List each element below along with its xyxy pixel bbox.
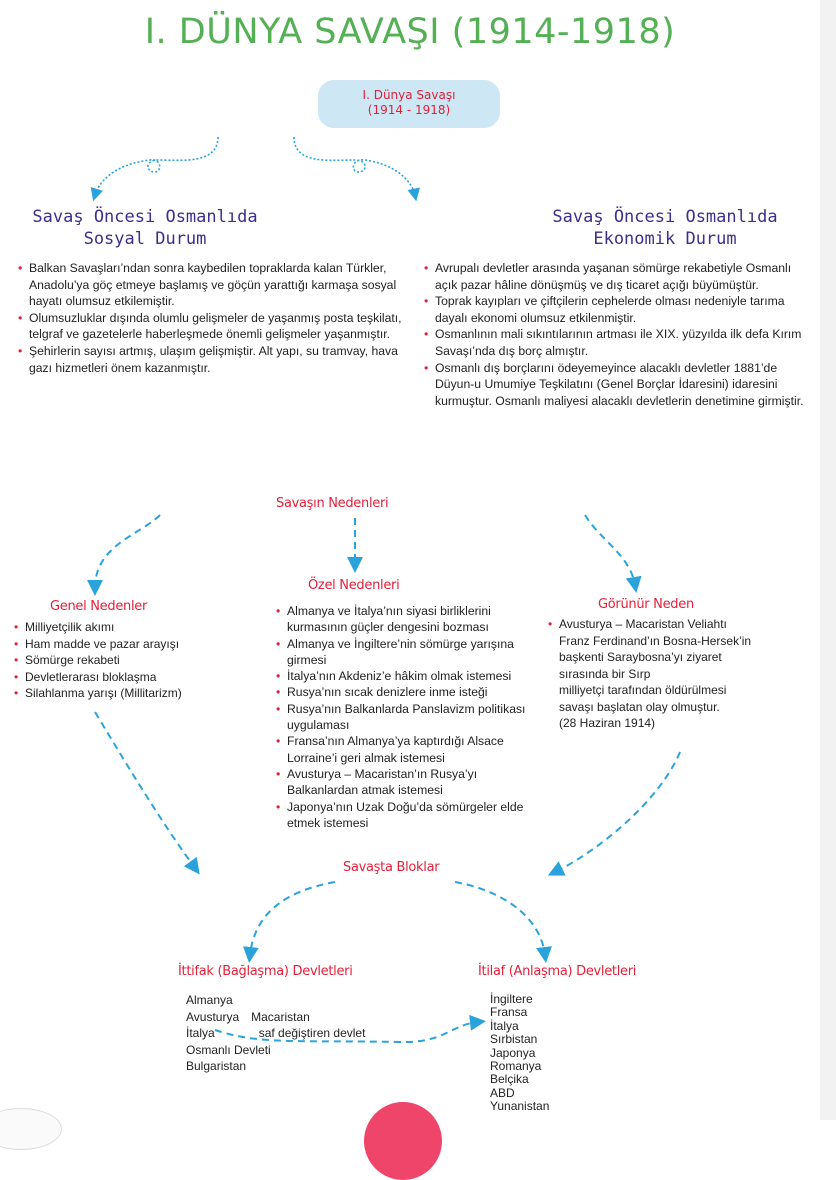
list-item: • Ham madde ve pazar arayışı <box>14 636 182 653</box>
economic-heading-line1: Savaş Öncesi Osmanlıda <box>552 207 778 227</box>
visible-line: milliyetçi tarafından öldürülmesi <box>559 683 727 697</box>
alliance-member: İtalya <box>186 1026 215 1040</box>
alliance-list <box>186 992 365 1075</box>
entente-heading: İtilaf (Anlaşma) Devletleri <box>478 964 637 979</box>
social-heading-line2: Sosyal Durum <box>83 229 207 249</box>
list-item: • Osmanlının mali sıkıntılarının artması ile XIX. yüzyılda ilk defa Kırım Savaşı’nda dış borç almıştır. <box>424 326 816 359</box>
list-item: • Japonya’nın Uzak Doğu’da sömürgeler elde etmek istemesi <box>276 799 538 832</box>
blocs-heading: Savaşta Bloklar <box>343 860 440 875</box>
visible-line: sırasında bir Sırp <box>559 666 651 681</box>
arrow-blocs-to-entente <box>455 882 545 955</box>
general-causes-heading: Genel Nedenler <box>50 599 148 614</box>
list-item: • Toprak kayıpları ve çiftçilerin cephelerde olması nedeniyle tarıma dayalı ekonomi olumsuz etkilenmiştir. <box>424 293 816 326</box>
visible-cause-heading: Görünür Neden <box>598 597 694 612</box>
entente-list <box>490 993 549 1114</box>
alliance-member: Macaristan <box>251 1009 310 1024</box>
list-item: • Avusturya – Macaristan’ın Rusya’yı Balkanlardan atmak istemesi <box>276 766 538 799</box>
visible-line: savaşı başlatan olay olmuştur. <box>559 699 720 714</box>
visible-line: Avusturya – Macaristan Veliahtı <box>559 617 727 631</box>
visible-cause-text <box>548 616 751 732</box>
side-switch-note: saf değiştiren devlet <box>258 1026 366 1040</box>
arrow-to-social <box>95 137 218 195</box>
list-item: • Osmanlı dış borçlarını ödeyemeyince alacaklı devletler 1881’de Düyun-u Umumiye Teşkilatını (Genel Borçlar İdaresini) idaresini kurmuştur. Osmanlı maliyesi alacaklı devletlerin denetimine girmiştir. <box>424 360 816 410</box>
general-causes-list <box>14 619 182 702</box>
center-topic-line2: (1914 - 1918) <box>367 103 451 117</box>
social-heading-line1: Savaş Öncesi Osmanlıda <box>32 207 258 227</box>
list-item: • Avrupalı devletler arasında yaşanan sömürge rekabetiyle Osmanlı açık pazar hâline dönüşmüş ve dış ticaret açığı büyümüştür. <box>424 260 816 293</box>
social-heading <box>0 206 290 250</box>
alliance-heading: İttifak (Bağlaşma) Devletleri <box>178 964 353 979</box>
list-item: • Olumsuzluklar dışında olumlu gelişmeler de yaşanmış posta teşkilatı, telgraf ve gazetelerle haberleşmede önemli gelişmeler yaşanmıştır. <box>18 310 403 343</box>
entente-member: Yunanistan <box>490 1099 550 1114</box>
center-topic-box <box>318 80 500 128</box>
alliance-row <box>186 1009 365 1026</box>
alliance-member: Avusturya <box>186 1009 240 1024</box>
alliance-member: Almanya <box>186 993 233 1007</box>
economic-heading-line2: Ekonomik Durum <box>593 229 737 249</box>
list-item: • Rusya’nın Balkanlarda Panslavizm politikası uygulaması <box>276 701 538 734</box>
economic-list <box>424 260 816 409</box>
list-item: • Şehirlerin sayısı artmış, ulaşım gelişmiştir. Alt yapı, su tramvay, hava gazı hizmetleri önem kazanmıştır. <box>18 343 403 376</box>
arrow-general-to-blocs <box>95 712 195 868</box>
list-item: • Milliyetçilik akımı <box>14 619 182 636</box>
center-topic-line1: I. Dünya Savaşı <box>362 88 456 102</box>
entente-member: Japonya <box>490 1045 536 1060</box>
pink-circle-button[interactable] <box>364 1102 442 1180</box>
list-item: • Balkan Savaşları’ndan sonra kaybedilen topraklarda kalan Türkler, Anadolu’ya göç etmeye başlamış ve göçün yarattığı karmaşa sosyal hayatı olumsuz etkilemiştir. <box>18 260 403 310</box>
alliance-member: Bulgaristan <box>186 1059 247 1073</box>
list-item: • Silahlanma yarışı (Millitarizm) <box>14 685 182 702</box>
alliance-row <box>186 1025 365 1042</box>
special-causes-heading: Özel Nedenleri <box>308 578 400 593</box>
entente-member: İtalya <box>490 1018 519 1033</box>
entente-member: Romanya <box>490 1059 542 1074</box>
economic-heading <box>520 206 810 250</box>
entente-member: ABD <box>490 1085 515 1100</box>
list-item: • Almanya ve İngiltere’nin sömürge yarışına girmesi <box>276 636 538 669</box>
list-item: • Devletlerarası bloklaşma <box>14 669 182 686</box>
visible-line: (28 Haziran 1914) <box>559 716 656 730</box>
list-item: • Almanya ve İtalya’nın siyasi birliklerini kurmasının güçler dengesini bozması <box>276 603 538 636</box>
list-item: • İtalya’nın Akdeniz’e hâkim olmak istemesi <box>276 668 538 684</box>
arrow-visible-to-blocs <box>555 752 680 872</box>
list-item: • Fransa’nın Almanya’ya kaptırdığı Alsace Lorraine’i geri almak istemesi <box>276 733 538 766</box>
list-item: • Sömürge rekabeti <box>14 652 182 669</box>
entente-member: Belçika <box>490 1072 529 1087</box>
arrow-blocs-to-alliance <box>250 882 335 955</box>
social-list <box>18 260 403 376</box>
bullet: • <box>548 617 553 631</box>
entente-member: İngiltere <box>490 992 533 1006</box>
causes-heading: Savaşın Nedenleri <box>276 496 389 511</box>
list-item: • Rusya’nın sıcak denizlere inme isteği <box>276 684 538 700</box>
entente-member: Fransa <box>490 1005 528 1020</box>
alliance-member: Osmanlı Devleti <box>186 1042 271 1057</box>
entente-member: Sırbistan <box>490 1032 538 1047</box>
page-title: I. DÜNYA SAVAŞI (1914-1918) <box>144 12 676 52</box>
arrow-causes-to-visible <box>585 515 635 585</box>
arrow-causes-to-general <box>95 515 160 588</box>
arrow-to-economic-main <box>294 137 415 195</box>
visible-line: Franz Ferdinand’ın Bosna-Hersek’in <box>559 633 752 648</box>
special-causes-list <box>276 603 538 831</box>
visible-line: başkenti Saraybosna’yı ziyaret <box>559 650 722 664</box>
